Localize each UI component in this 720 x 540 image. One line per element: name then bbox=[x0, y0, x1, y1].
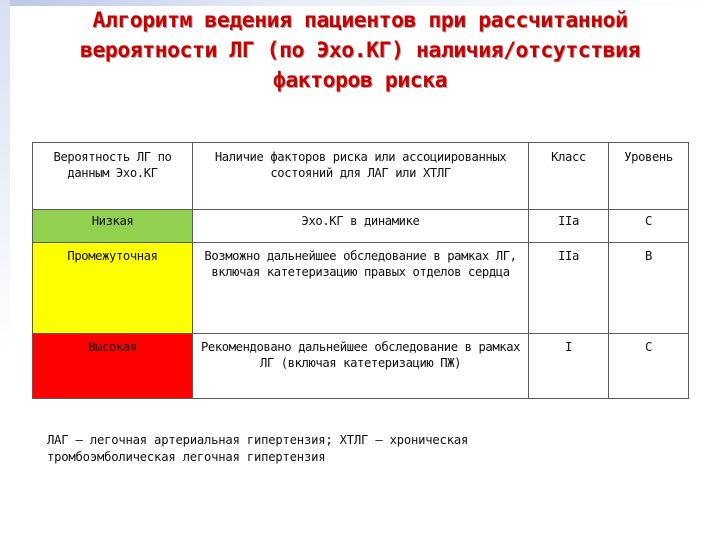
table-row-high bbox=[33, 334, 689, 399]
level-high-cell: C bbox=[609, 334, 689, 399]
left-decor-band bbox=[0, 0, 10, 540]
title-line-1: Алгоритм ведения пациентов при рассчитанной bbox=[92, 8, 628, 33]
action-low-cell: Эхо.КГ в динамике bbox=[193, 210, 529, 243]
title-line-3: факторов риска bbox=[272, 68, 448, 93]
class-low-cell: IIa bbox=[529, 210, 609, 243]
title-line-2: вероятности ЛГ (по Эхо.КГ) наличия/отсутствия bbox=[80, 38, 640, 63]
action-intermediate-cell: Возможно дальнейшее обследование в рамках ЛГ, включая катетеризацию правых отделов сердца bbox=[193, 243, 529, 334]
table-row-intermediate bbox=[33, 243, 689, 334]
table-header-row bbox=[33, 143, 689, 210]
table-row-low bbox=[33, 210, 689, 243]
header-probability: Вероятность ЛГ по данным Эхо.КГ bbox=[33, 143, 193, 210]
slide-title bbox=[40, 6, 680, 96]
probability-high-cell: Высокая bbox=[33, 334, 193, 399]
abbreviation-footnote bbox=[47, 432, 607, 466]
header-risk-factors: Наличие факторов риска или ассоциированных состояний для ЛАГ или ХТЛГ bbox=[193, 143, 529, 210]
class-high-cell: I bbox=[529, 334, 609, 399]
level-intermediate-cell: B bbox=[609, 243, 689, 334]
risk-algorithm-table bbox=[32, 142, 689, 399]
footnote-line-1: ЛАГ – легочная артериальная гипертензия; ХТЛГ – хроническая bbox=[47, 433, 469, 447]
header-class: Класс bbox=[529, 143, 609, 210]
probability-intermediate-cell: Промежуточная bbox=[33, 243, 193, 334]
header-level: Уровень bbox=[609, 143, 689, 210]
class-intermediate-cell: IIa bbox=[529, 243, 609, 334]
probability-low-cell: Низкая bbox=[33, 210, 193, 243]
action-high-cell: Рекомендовано дальнейшее обследование в рамках ЛГ (включая катетеризацию ПЖ) bbox=[193, 334, 529, 399]
footnote-line-2: тромбоэмболическая легочная гипертензия bbox=[47, 450, 326, 464]
level-low-cell: C bbox=[609, 210, 689, 243]
